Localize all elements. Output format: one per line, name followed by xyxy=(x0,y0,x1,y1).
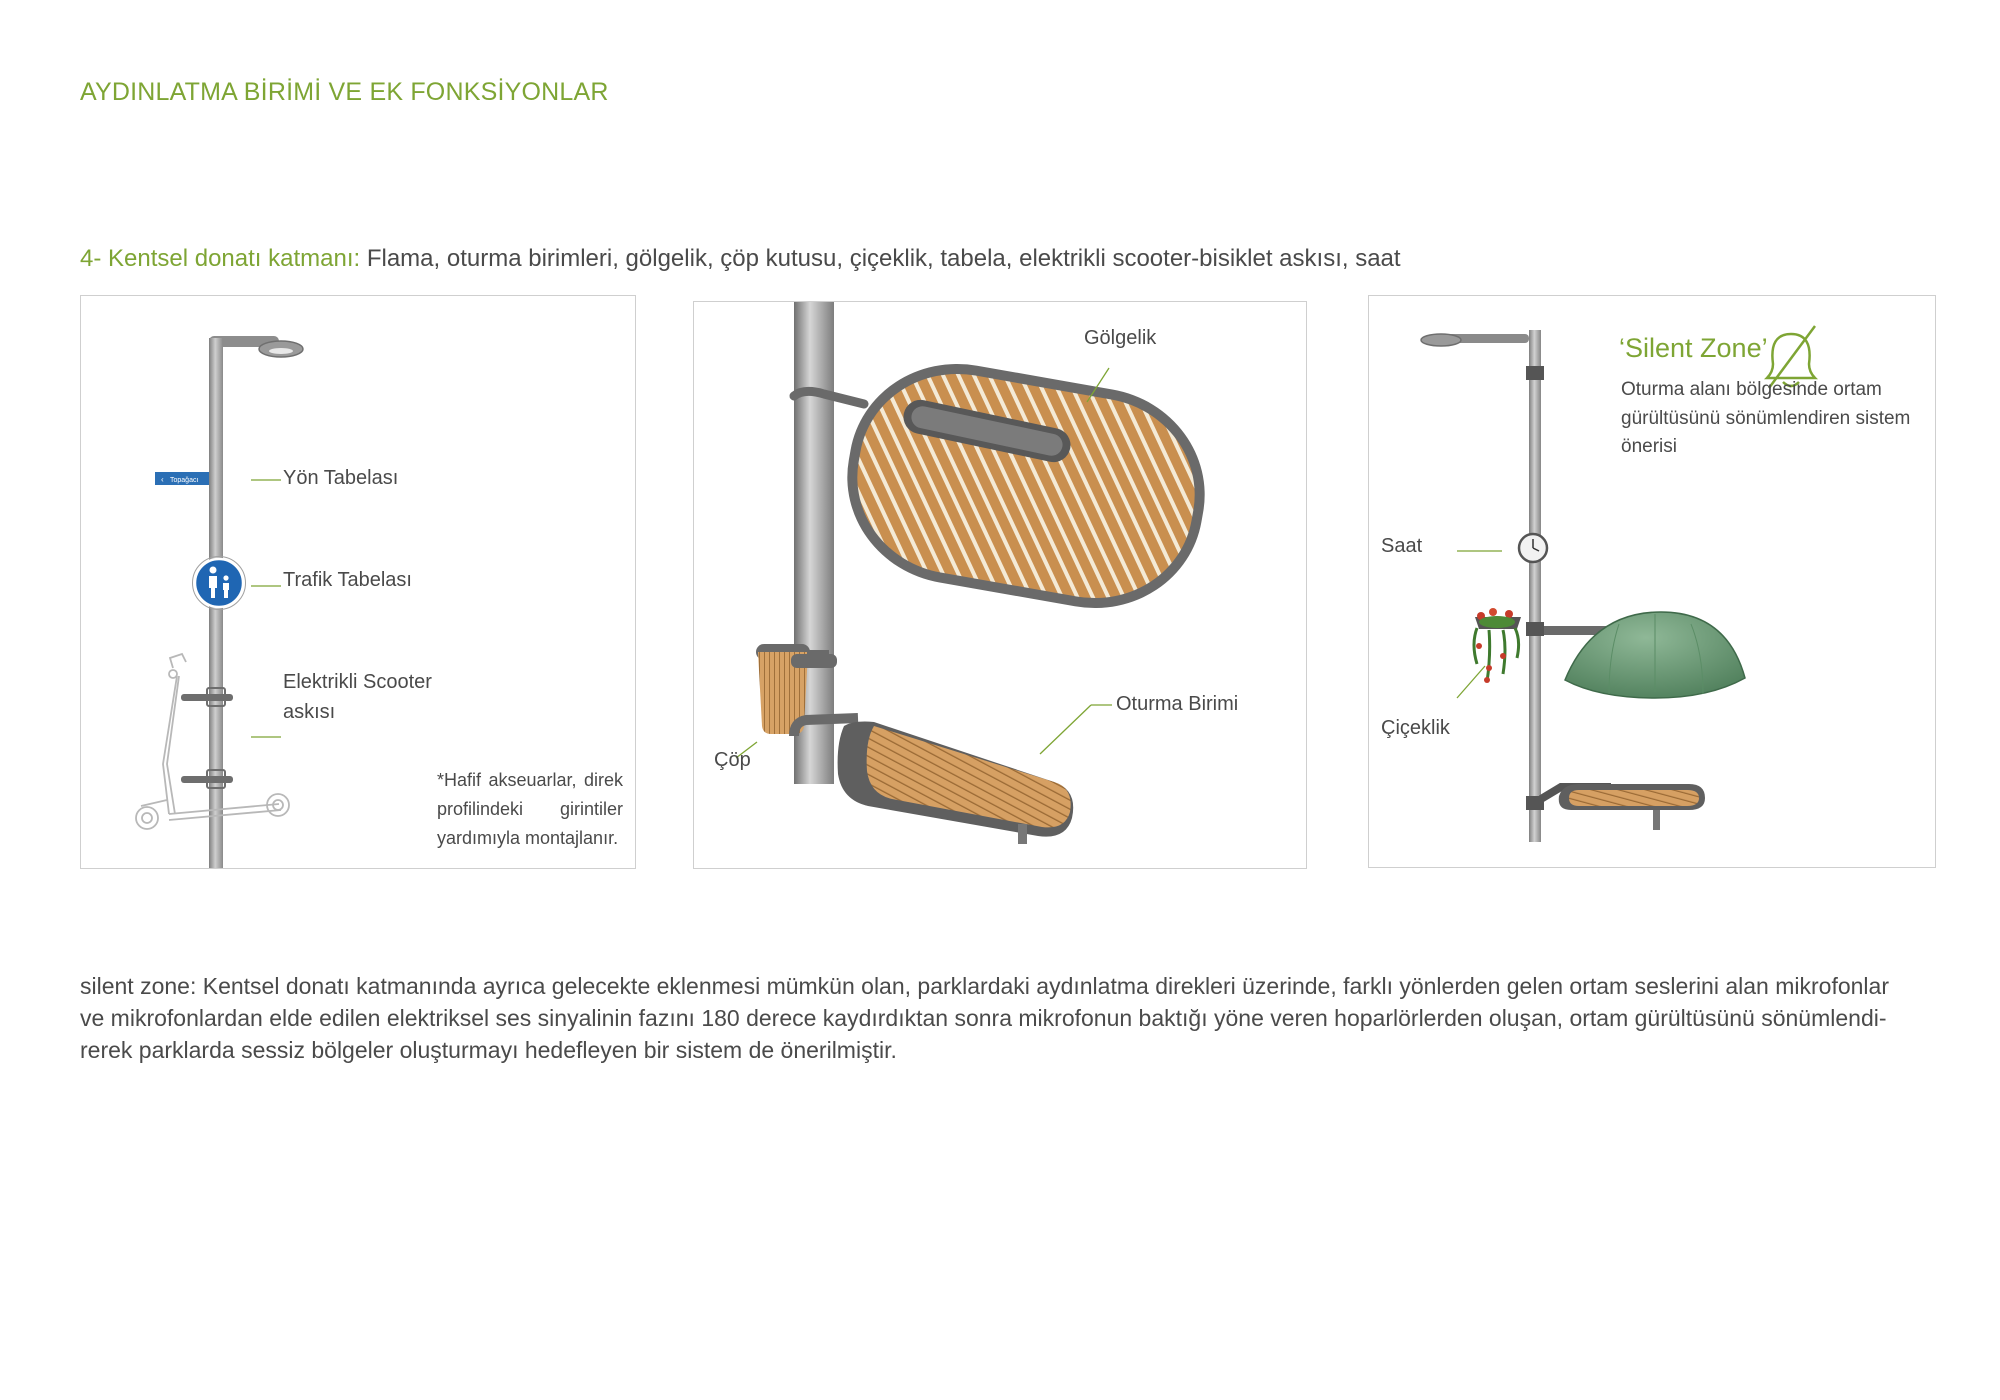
silent-zone-paragraph xyxy=(80,970,1936,1067)
pole xyxy=(1529,330,1541,842)
layer-heading xyxy=(80,245,1401,273)
paragraph-line-3: rerek parklarda sessiz bölgeler oluşturmayı hedefleyen bir sistem de önerilmiştir. xyxy=(80,1037,897,1064)
silent-zone-description: Oturma alanı bölgesinde ortam gürültüsünü sönümlendiren sistem önerisi xyxy=(1621,379,1911,457)
svg-text:‹: ‹ xyxy=(161,475,164,484)
panel-silent-zone xyxy=(1368,295,1936,868)
layer-heading-prefix: 4- Kentsel donatı katmanı: xyxy=(80,245,361,272)
bench-icon xyxy=(794,718,1073,844)
svg-text:Topağacı: Topağacı xyxy=(170,477,199,484)
clock-icon xyxy=(1519,534,1547,562)
direction-sign-icon xyxy=(155,472,209,485)
silent-zone-title: ‘Silent Zone’ xyxy=(1619,333,1768,363)
lamp-head-icon xyxy=(1421,334,1529,346)
mounting-note: *Hafif akseuarlar, direk profilindeki girintiler yardımıyla montajlanır. xyxy=(437,770,623,848)
planter-icon xyxy=(1474,608,1521,683)
scooter-rack xyxy=(181,688,233,788)
traffic-sign-icon xyxy=(193,557,246,610)
trash-bin-label: Çöp xyxy=(714,749,751,771)
canopy-label: Gölgelik xyxy=(1084,327,1157,349)
panel-signs-scooter xyxy=(80,295,636,869)
bench-icon xyxy=(1526,784,1705,830)
layer-heading-items: Flama, oturma birimleri, gölgelik, çöp kutusu, çiçeklik, tabela, elektrikli scooter-bisiklet askısı, saat xyxy=(366,245,1401,272)
scooter-rack-label-2: askısı xyxy=(283,701,336,723)
bench-label: Oturma Birimi xyxy=(1116,693,1239,715)
canopy-icon xyxy=(794,347,1221,626)
direction-sign-label: Yön Tabelası xyxy=(283,467,399,489)
scooter-rack-label: Elektrikli Scooter xyxy=(283,671,432,693)
traffic-sign-label: Trafik Tabelası xyxy=(283,569,412,591)
canopy-bench-illustration xyxy=(694,302,1307,869)
paragraph-line-2: ve mikrofonlardan elde edilen elektriksel ses sinyalinin fazını 180 derece kaydırdıktan sonra mikrofonun baktığı yöne veren hoparlörlerden oluşan, ortam gürültüsünü sönümlendi- xyxy=(80,1005,1887,1032)
page-title: AYDINLATMA BİRİMİ VE EK FONKSİYONLAR xyxy=(80,78,609,106)
speaker-dome-icon xyxy=(1526,612,1745,698)
paragraph-line-1: silent zone: Kentsel donatı katmanında ayrıca gelecekte eklenmesi mümkün olan, parklardaki aydınlatma direkleri üzerinde, farklı yönlerden gelen ortam seslerini alan mikrofonlar xyxy=(80,973,1889,999)
clock-label: Saat xyxy=(1381,535,1423,557)
lamp-head-icon xyxy=(209,336,303,357)
planter-label: Çiçeklik xyxy=(1381,717,1450,739)
panel-canopy-bench xyxy=(693,301,1307,869)
